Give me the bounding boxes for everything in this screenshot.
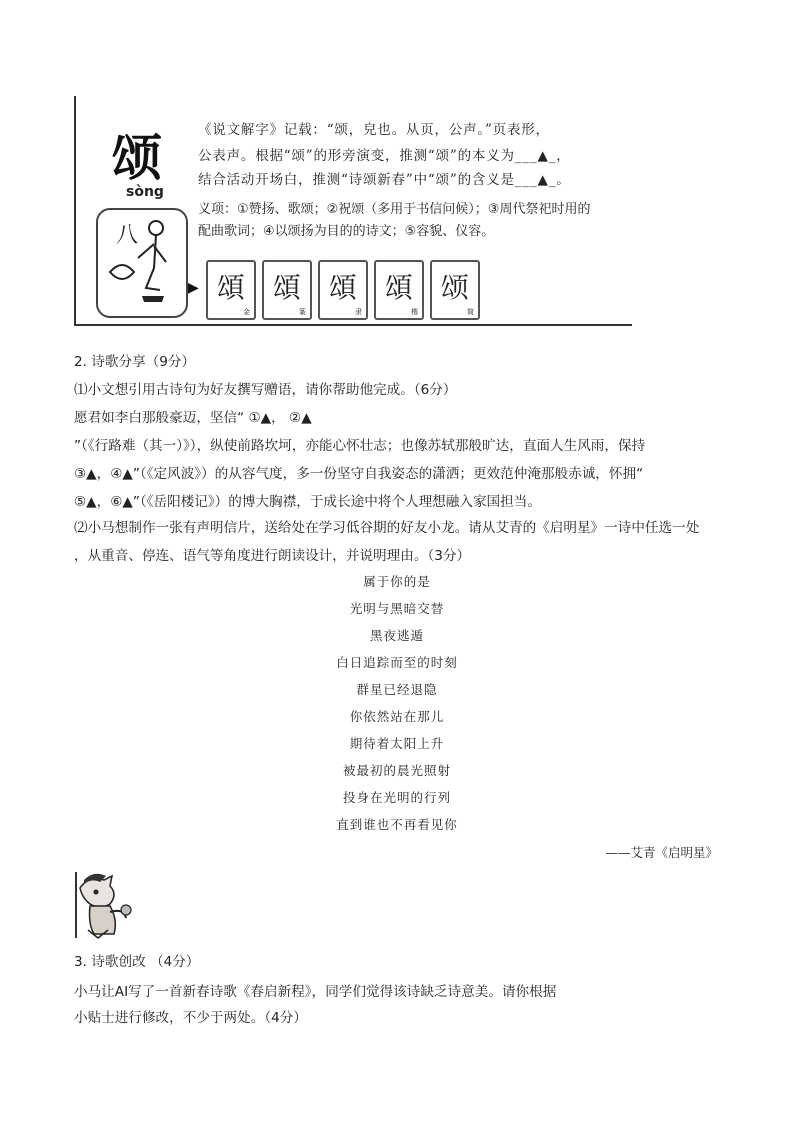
script-glyph: 頌 <box>384 271 413 304</box>
script-box-kai <box>374 260 424 320</box>
glyph-card-text: 八 <box>116 223 139 248</box>
script-box-jian <box>430 260 480 320</box>
script-box-zhuan <box>262 260 312 320</box>
question-2-1-text: ⑤▲，⑥▲”（《岳阳楼记》）的博大胸襟，于成长途中将个人理想融入家国担当。 <box>74 494 541 510</box>
poem-line: 你依然站在那儿 <box>349 709 445 724</box>
shuowen-line-3: 结合活动开场白，推测“诗颂新春”中“颂”的含义是___▲_。 <box>198 172 571 188</box>
script-box-jin <box>206 260 256 320</box>
ancient-glyph-card <box>96 208 188 318</box>
meaning-line-1: 义项：①赞扬、歌颂；②祝颂（多用于书信问候）；③周代祭祀时用的 <box>198 202 591 217</box>
question-2-1-text: ”（《行路难（其一）》），纵使前路坎坷，亦能心怀壮志；也像苏轼那般旷达，直面人生风雨，保持 <box>74 438 646 454</box>
script-glyph: 頌 <box>216 271 245 304</box>
question-2-1-text: ③▲，④▲”（《定风波》）的从容气度，多一份坚守自我姿态的潇洒；更效范仲淹那般赤诚，怀拥“ <box>74 466 644 482</box>
poem-line: 投身在光明的行列 <box>342 790 451 805</box>
script-glyph: 頌 <box>328 271 357 304</box>
headline-character: 颂 <box>112 128 162 187</box>
shuowen-line-1: 《说文解字》记载：“颂，皃也。从页，公声。”页表形， <box>198 122 550 138</box>
poem-line: 直到谁也不再看见你 <box>336 817 458 832</box>
poem-line: 群星已经退隐 <box>356 682 438 697</box>
horse-mascot-icon <box>70 868 134 940</box>
question-2-2-prompt: ⑵小马想制作一张有声明信片，送给处在学习低谷期的好友小龙。请从艾青的《启明星》一诗中任选一处 <box>74 520 700 536</box>
question-3-text: 小马让AI写了一首新春诗歌《春启新程》，同学们觉得该诗缺乏诗意美。请你根据 <box>74 984 557 1000</box>
script-label: 楷 <box>411 308 418 316</box>
question-2-heading: 2. 诗歌分享（9分） <box>74 354 196 370</box>
script-label: 金 <box>243 308 250 316</box>
question-2-2-prompt: ，从重音、停连、语气等角度进行朗读设计，并说明理由。（3分） <box>74 548 471 564</box>
script-label: 篆 <box>299 308 306 316</box>
script-box-li <box>318 260 368 320</box>
shuowen-line-2: 公表声。根据“颂”的形旁演变，推测“颂”的本义为___▲_， <box>198 148 571 164</box>
question-3-heading: 3. 诗歌创改 （4分） <box>74 954 200 970</box>
pinyin-label: sòng <box>126 184 164 200</box>
poem-line: 被最初的晨光照射 <box>342 763 451 778</box>
question-2-1-prompt: ⑴小文想引用古诗句为好友撰写赠语，请你帮助他完成。（6分） <box>74 382 457 398</box>
poem-line: 黑夜逃遁 <box>369 628 424 643</box>
poem-line: 白日追踪而至的时刻 <box>336 655 458 670</box>
poem-line: 光明与黑暗交替 <box>349 601 445 616</box>
arrow-icon: ▶ <box>188 280 199 296</box>
script-glyph: 頌 <box>272 271 301 304</box>
kneeling-figure-icon <box>98 210 182 310</box>
meaning-line-2: 配曲歌词；④以颂扬为目的的诗文；⑤容貌、仪容。 <box>198 224 495 239</box>
question-2-1-text: 愿君如李白那般豪迈，坚信“ ①▲， ②▲ <box>74 410 312 426</box>
question-3-text: 小贴士进行修改，不少于两处。（4分） <box>74 1010 307 1026</box>
poem-line: 属于你的是 <box>363 574 431 589</box>
script-label: 简 <box>467 308 474 316</box>
poem-line: 期待着太阳上升 <box>349 736 445 751</box>
script-label: 隶 <box>355 308 362 316</box>
poem-attribution: ——艾青《启明星》 <box>605 845 718 860</box>
script-glyph: 颂 <box>440 271 469 304</box>
